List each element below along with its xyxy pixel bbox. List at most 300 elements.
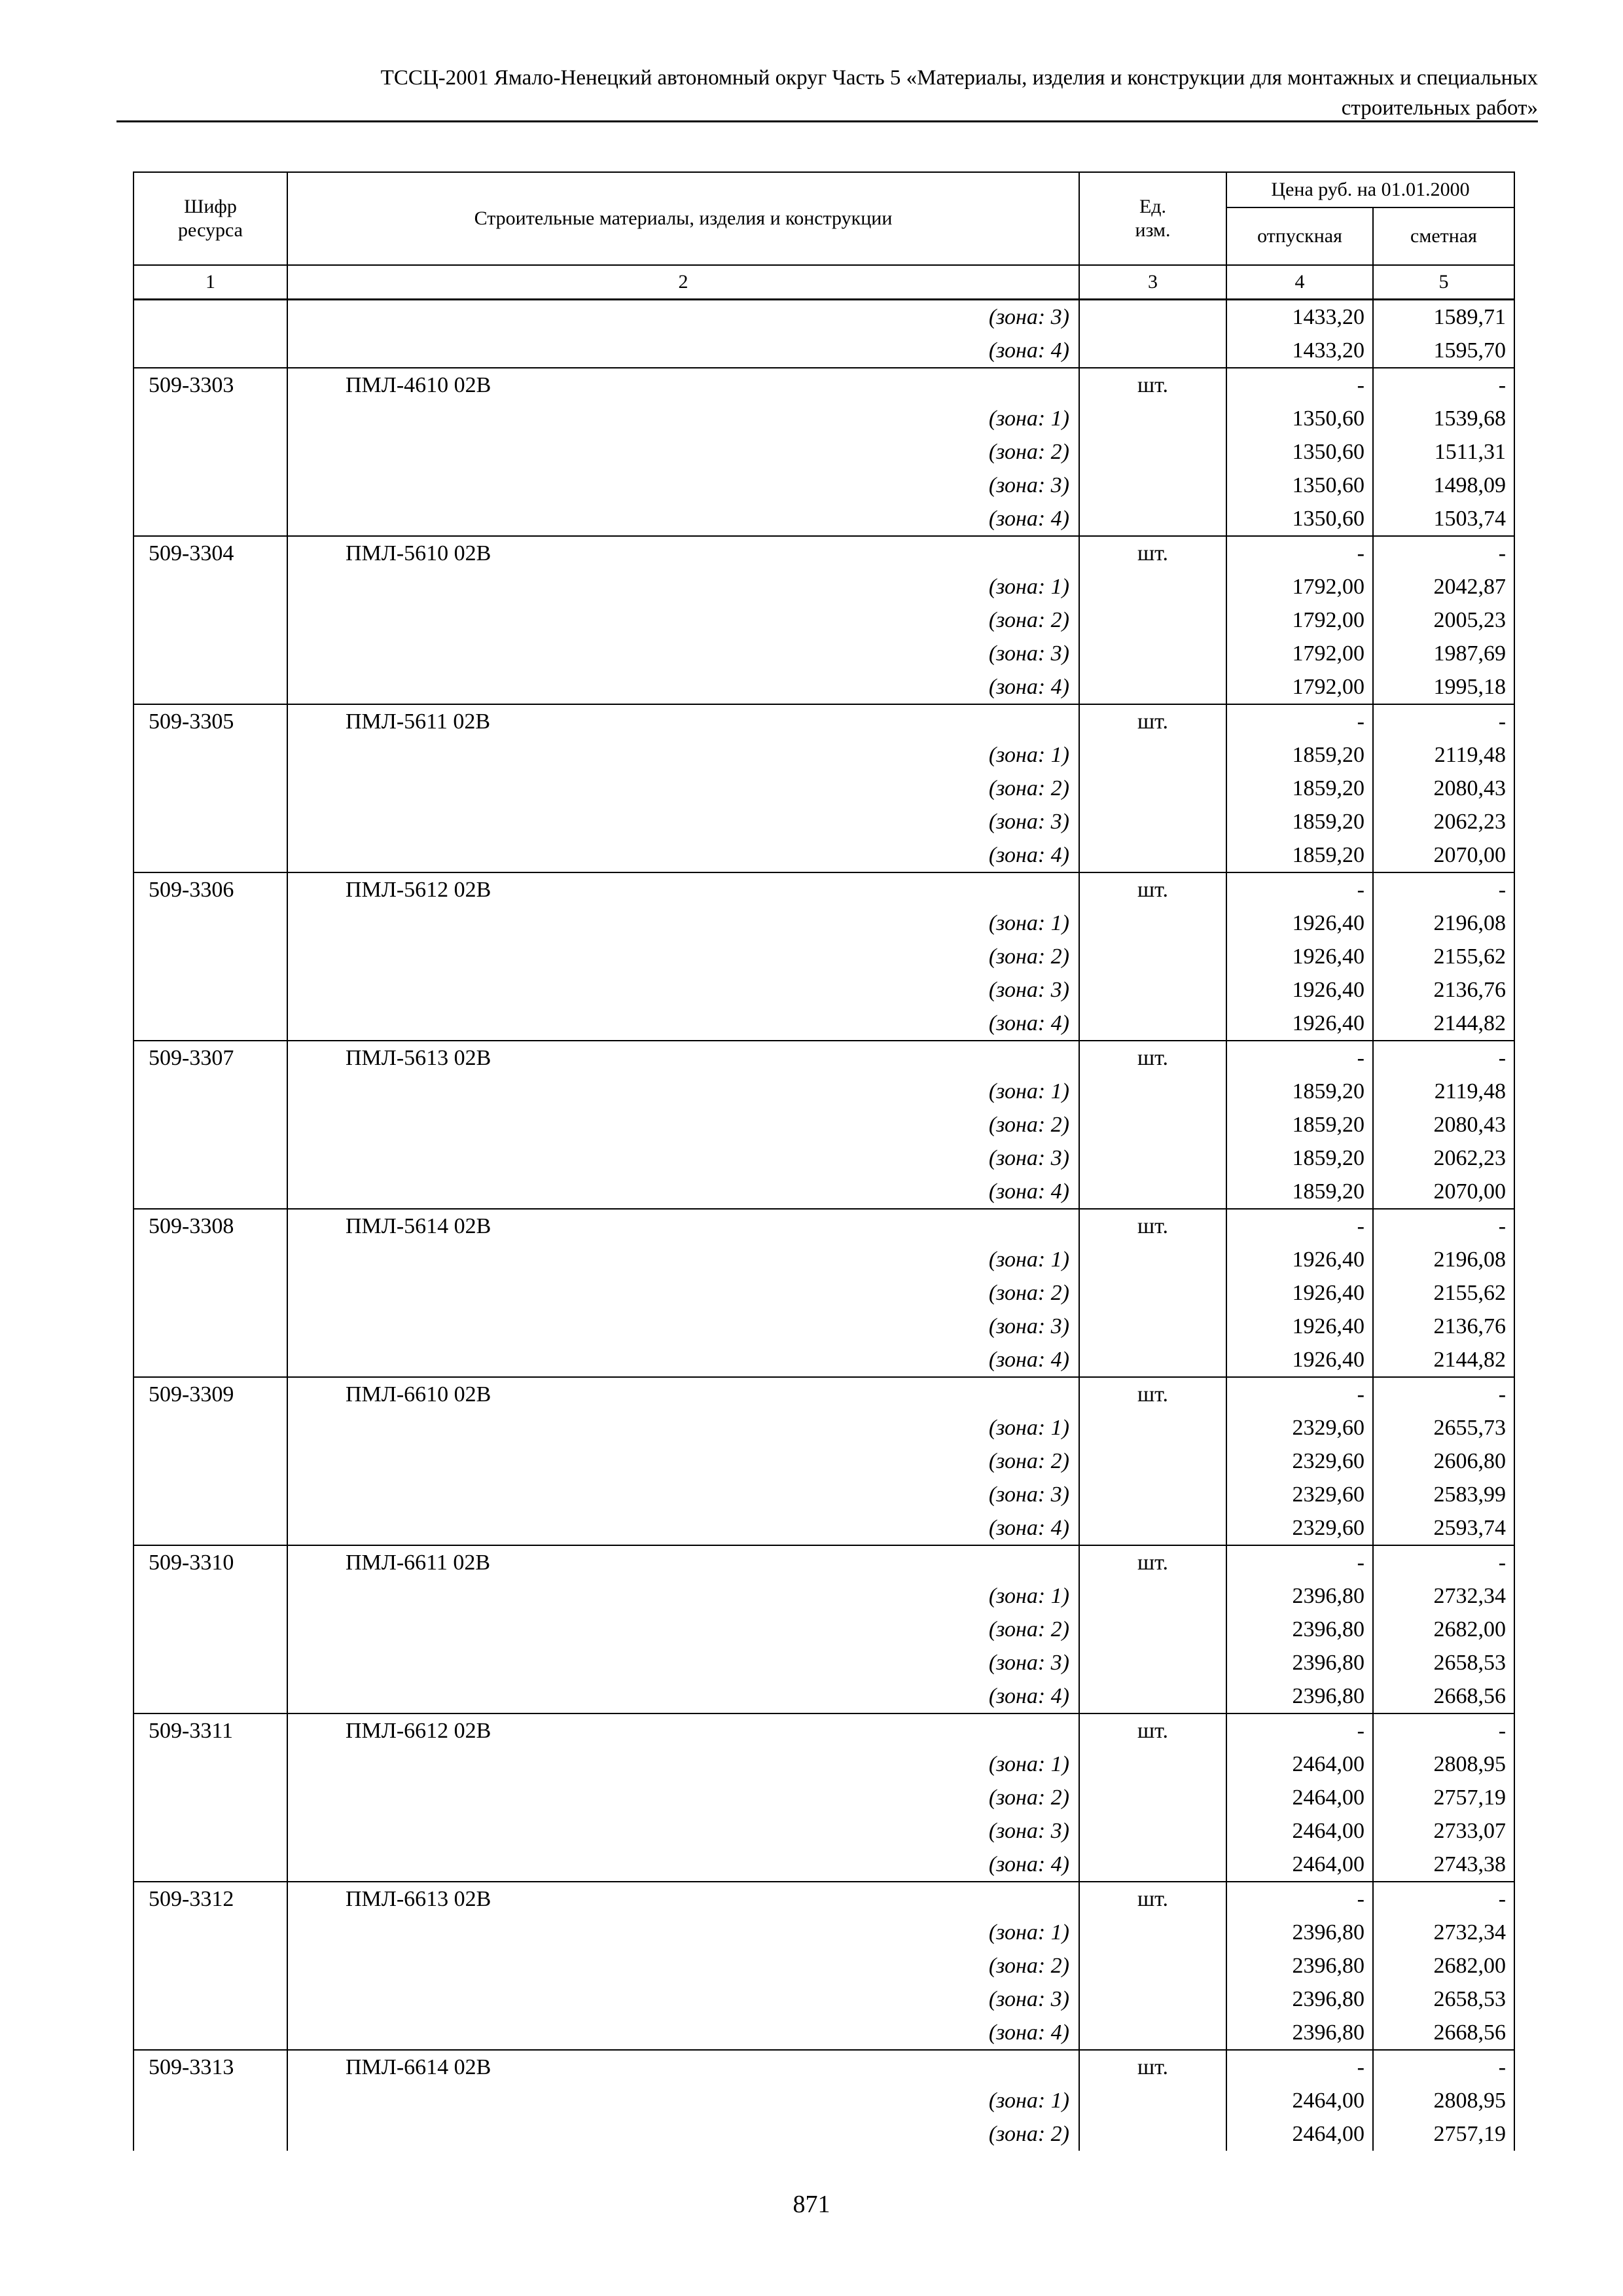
resource-code: 509-3308 (134, 1209, 287, 1243)
zone-label: (зона: 3) (287, 1814, 1079, 1848)
resource-code (134, 1444, 287, 1478)
table-row (134, 906, 1514, 940)
release-price: 2464,00 (1226, 1748, 1373, 1781)
unit (1079, 1310, 1226, 1343)
table-row (134, 637, 1514, 670)
release-price: 2329,60 (1226, 1511, 1373, 1545)
material-name: ПМЛ-5610 02В (287, 536, 1079, 570)
resource-code (134, 1343, 287, 1377)
release-price: 2396,80 (1226, 1646, 1373, 1679)
resource-code (134, 2117, 287, 2151)
release-price: 2396,80 (1226, 1949, 1373, 1982)
zone-label: (зона: 3) (287, 1982, 1079, 2016)
estimate-price: 2743,38 (1373, 1848, 1514, 1882)
release-price: 1792,00 (1226, 570, 1373, 603)
release-price: 1350,60 (1226, 502, 1373, 536)
release-price: 2396,80 (1226, 1982, 1373, 2016)
resource-code (134, 1411, 287, 1444)
col-number-1: 1 (134, 265, 287, 300)
estimate-price: 2808,95 (1373, 1748, 1514, 1781)
table-row (134, 1141, 1514, 1175)
running-header (116, 63, 1538, 123)
header-line-2: строительных работ» (1341, 96, 1538, 120)
release-price: 1859,20 (1226, 1075, 1373, 1108)
zone-label: (зона: 2) (287, 940, 1079, 973)
zone-label: (зона: 1) (287, 1748, 1079, 1781)
zone-label: (зона: 3) (287, 1310, 1079, 1343)
estimate-price: 2042,87 (1373, 570, 1514, 603)
resource-code (134, 1243, 287, 1276)
estimate-price: 1987,69 (1373, 637, 1514, 670)
zone-label: (зона: 4) (287, 334, 1079, 368)
table-row (134, 1982, 1514, 2016)
estimate-price: 2136,76 (1373, 1310, 1514, 1343)
release-price: 1926,40 (1226, 940, 1373, 973)
unit: шт. (1079, 2050, 1226, 2084)
estimate-price: 2757,19 (1373, 1781, 1514, 1814)
release-price: 1859,20 (1226, 738, 1373, 772)
resource-code (134, 670, 287, 704)
table-row (134, 704, 1514, 738)
release-price: 2396,80 (1226, 1916, 1373, 1949)
table-row (134, 1579, 1514, 1613)
estimate-price: - (1373, 2050, 1514, 2084)
col-number-4: 4 (1226, 265, 1373, 300)
estimate-price: - (1373, 1882, 1514, 1916)
table-row (134, 502, 1514, 536)
estimate-price: 2655,73 (1373, 1411, 1514, 1444)
unit (1079, 502, 1226, 536)
unit (1079, 334, 1226, 368)
release-price: - (1226, 536, 1373, 570)
estimate-price: 1511,31 (1373, 435, 1514, 469)
resource-code (134, 1276, 287, 1310)
table-row (134, 2016, 1514, 2050)
table-row (134, 1478, 1514, 1511)
table-row (134, 1343, 1514, 1377)
zone-label: (зона: 3) (287, 805, 1079, 838)
unit (1079, 838, 1226, 872)
table-row (134, 872, 1514, 906)
release-price: 2329,60 (1226, 1411, 1373, 1444)
release-price: 1433,20 (1226, 300, 1373, 334)
header-line-1: ТССЦ-2001 Ямало-Ненецкий автономный округ Часть 5 «Материалы, изделия и конструкции для монтажных и специальных (380, 66, 1538, 90)
release-price: 2329,60 (1226, 1444, 1373, 1478)
zone-label: (зона: 4) (287, 502, 1079, 536)
zone-label: (зона: 1) (287, 402, 1079, 435)
table-row (134, 1007, 1514, 1041)
col-header-code: Шифр ресурса (134, 172, 287, 265)
col-header-price-group: Цена руб. на 01.01.2000 (1226, 172, 1514, 207)
table-row (134, 603, 1514, 637)
release-price: 1350,60 (1226, 469, 1373, 502)
estimate-price: 2606,80 (1373, 1444, 1514, 1478)
zone-label: (зона: 4) (287, 2016, 1079, 2050)
zone-label: (зона: 2) (287, 435, 1079, 469)
estimate-price: - (1373, 368, 1514, 402)
release-price: 2464,00 (1226, 2117, 1373, 2151)
resource-code (134, 1848, 287, 1882)
table-row (134, 973, 1514, 1007)
zone-label: (зона: 4) (287, 838, 1079, 872)
unit (1079, 637, 1226, 670)
zone-label: (зона: 1) (287, 738, 1079, 772)
unit (1079, 300, 1226, 334)
unit (1079, 906, 1226, 940)
zone-label: (зона: 4) (287, 1679, 1079, 1713)
estimate-price: 2732,34 (1373, 1916, 1514, 1949)
page-number: 871 (793, 2191, 830, 2218)
table-row (134, 570, 1514, 603)
unit (1079, 1511, 1226, 1545)
resource-code (134, 1646, 287, 1679)
zone-label: (зона: 1) (287, 1243, 1079, 1276)
estimate-price: 2593,74 (1373, 1511, 1514, 1545)
zone-label: (зона: 1) (287, 2084, 1079, 2117)
release-price: - (1226, 1882, 1373, 1916)
resource-code (134, 2084, 287, 2117)
table-row (134, 1949, 1514, 1982)
release-price: 1859,20 (1226, 1108, 1373, 1141)
unit (1079, 973, 1226, 1007)
release-price: 1926,40 (1226, 1343, 1373, 1377)
table-row (134, 1209, 1514, 1243)
resource-code (134, 1478, 287, 1511)
material-name: ПМЛ-5611 02В (287, 704, 1079, 738)
estimate-price: 1503,74 (1373, 502, 1514, 536)
release-price: 1792,00 (1226, 603, 1373, 637)
unit: шт. (1079, 872, 1226, 906)
estimate-price: 2658,53 (1373, 1982, 1514, 2016)
table-row (134, 1848, 1514, 1882)
resource-code (134, 1579, 287, 1613)
resource-code (134, 805, 287, 838)
col-number-3: 3 (1079, 265, 1226, 300)
resource-code (134, 469, 287, 502)
zone-label: (зона: 2) (287, 1613, 1079, 1646)
table-row (134, 1377, 1514, 1411)
estimate-price: 2757,19 (1373, 2117, 1514, 2151)
zone-label: (зона: 2) (287, 772, 1079, 805)
table-row (134, 1108, 1514, 1141)
unit (1079, 940, 1226, 973)
release-price: 1926,40 (1226, 906, 1373, 940)
unit (1079, 1781, 1226, 1814)
table-row (134, 536, 1514, 570)
estimate-price: 1589,71 (1373, 300, 1514, 334)
release-price: 1792,00 (1226, 670, 1373, 704)
estimate-price: 2732,34 (1373, 1579, 1514, 1613)
estimate-price: 2062,23 (1373, 805, 1514, 838)
col-header-release: отпускная (1226, 207, 1373, 265)
table-row (134, 402, 1514, 435)
release-price: 2464,00 (1226, 2084, 1373, 2117)
release-price: 2464,00 (1226, 1814, 1373, 1848)
header-rule (116, 120, 1538, 122)
release-price: - (1226, 2050, 1373, 2084)
table-row (134, 772, 1514, 805)
table-row (134, 1444, 1514, 1478)
estimate-price: 2196,08 (1373, 1243, 1514, 1276)
release-price: 1859,20 (1226, 838, 1373, 872)
estimate-price: 2196,08 (1373, 906, 1514, 940)
release-price: - (1226, 1377, 1373, 1411)
resource-code (134, 2016, 287, 2050)
estimate-price: 2144,82 (1373, 1007, 1514, 1041)
resource-code (134, 940, 287, 973)
unit: шт. (1079, 1041, 1226, 1075)
table-row (134, 1310, 1514, 1343)
table-row (134, 2117, 1514, 2151)
zone-label: (зона: 1) (287, 1579, 1079, 1613)
resource-code: 509-3311 (134, 1713, 287, 1748)
table-row (134, 1545, 1514, 1579)
release-price: 1350,60 (1226, 402, 1373, 435)
release-price: - (1226, 368, 1373, 402)
col-header-estimate: сметная (1373, 207, 1514, 265)
release-price: 2396,80 (1226, 1613, 1373, 1646)
unit: шт. (1079, 1209, 1226, 1243)
resource-code (134, 1748, 287, 1781)
unit: шт. (1079, 1882, 1226, 1916)
unit (1079, 1243, 1226, 1276)
estimate-price: 2080,43 (1373, 772, 1514, 805)
table-row (134, 1243, 1514, 1276)
unit (1079, 1814, 1226, 1848)
zone-label: (зона: 4) (287, 1848, 1079, 1882)
col-header-unit: Ед. изм. (1079, 172, 1226, 265)
release-price: 1859,20 (1226, 1141, 1373, 1175)
table-row (134, 805, 1514, 838)
unit (1079, 805, 1226, 838)
zone-label: (зона: 2) (287, 603, 1079, 637)
table-row (134, 1613, 1514, 1646)
unit (1079, 1108, 1226, 1141)
zone-label: (зона: 3) (287, 300, 1079, 334)
estimate-price: 2808,95 (1373, 2084, 1514, 2117)
table-row (134, 1276, 1514, 1310)
resource-code (134, 637, 287, 670)
release-price: - (1226, 704, 1373, 738)
resource-code: 509-3304 (134, 536, 287, 570)
unit (1079, 2084, 1226, 2117)
estimate-price: - (1373, 1545, 1514, 1579)
zone-label: (зона: 3) (287, 1646, 1079, 1679)
table-row (134, 2050, 1514, 2084)
table-row (134, 1175, 1514, 1209)
table-row (134, 334, 1514, 368)
zone-label: (зона: 2) (287, 2117, 1079, 2151)
estimate-price: 1995,18 (1373, 670, 1514, 704)
estimate-price: 2062,23 (1373, 1141, 1514, 1175)
zone-label: (зона: 1) (287, 1075, 1079, 1108)
zone-label: (зона: 2) (287, 1444, 1079, 1478)
unit (1079, 1444, 1226, 1478)
resource-code: 509-3306 (134, 872, 287, 906)
unit (1079, 1579, 1226, 1613)
release-price: 1792,00 (1226, 637, 1373, 670)
unit: шт. (1079, 1713, 1226, 1748)
resource-code (134, 1108, 287, 1141)
unit (1079, 1982, 1226, 2016)
estimate-price: 1539,68 (1373, 402, 1514, 435)
release-price: 1926,40 (1226, 1276, 1373, 1310)
estimate-price: 2005,23 (1373, 603, 1514, 637)
zone-label: (зона: 3) (287, 1141, 1079, 1175)
zone-label: (зона: 1) (287, 570, 1079, 603)
unit (1079, 1679, 1226, 1713)
material-name: ПМЛ-6612 02В (287, 1713, 1079, 1748)
table-row (134, 1748, 1514, 1781)
unit (1079, 1916, 1226, 1949)
release-price: 1859,20 (1226, 805, 1373, 838)
resource-code (134, 738, 287, 772)
unit (1079, 603, 1226, 637)
zone-label: (зона: 3) (287, 973, 1079, 1007)
estimate-price: - (1373, 1713, 1514, 1748)
table-row (134, 738, 1514, 772)
release-price: 2464,00 (1226, 1781, 1373, 1814)
zone-label: (зона: 3) (287, 469, 1079, 502)
resource-code (134, 603, 287, 637)
zone-label: (зона: 1) (287, 906, 1079, 940)
zone-label: (зона: 2) (287, 1949, 1079, 1982)
price-table (133, 171, 1515, 2151)
estimate-price: 2668,56 (1373, 1679, 1514, 1713)
table-row (134, 1511, 1514, 1545)
release-price: 2396,80 (1226, 1679, 1373, 1713)
unit (1079, 1949, 1226, 1982)
resource-code (134, 1781, 287, 1814)
estimate-price: 2070,00 (1373, 838, 1514, 872)
resource-code: 509-3312 (134, 1882, 287, 1916)
estimate-price: - (1373, 1209, 1514, 1243)
unit (1079, 1141, 1226, 1175)
release-price: 1859,20 (1226, 1175, 1373, 1209)
release-price: - (1226, 1209, 1373, 1243)
zone-label: (зона: 3) (287, 637, 1079, 670)
table-row (134, 469, 1514, 502)
unit (1079, 1613, 1226, 1646)
table-row (134, 435, 1514, 469)
release-price: 2329,60 (1226, 1478, 1373, 1511)
zone-label: (зона: 4) (287, 1343, 1079, 1377)
table-row (134, 1411, 1514, 1444)
estimate-price: 2080,43 (1373, 1108, 1514, 1141)
estimate-price: 2136,76 (1373, 973, 1514, 1007)
resource-code: 509-3303 (134, 368, 287, 402)
zone-label: (зона: 2) (287, 1108, 1079, 1141)
estimate-price: 2155,62 (1373, 940, 1514, 973)
unit (1079, 469, 1226, 502)
resource-code (134, 973, 287, 1007)
resource-code (134, 1916, 287, 1949)
table-row (134, 1679, 1514, 1713)
estimate-price: 2144,82 (1373, 1343, 1514, 1377)
zone-label: (зона: 4) (287, 1175, 1079, 1209)
zone-label: (зона: 4) (287, 1007, 1079, 1041)
zone-label: (зона: 2) (287, 1781, 1079, 1814)
resource-code: 509-3309 (134, 1377, 287, 1411)
col-number-2: 2 (287, 265, 1079, 300)
release-price: - (1226, 1041, 1373, 1075)
material-name: ПМЛ-5612 02В (287, 872, 1079, 906)
unit (1079, 1075, 1226, 1108)
release-price: 1926,40 (1226, 1310, 1373, 1343)
estimate-price: 2070,00 (1373, 1175, 1514, 1209)
release-price: 2396,80 (1226, 1579, 1373, 1613)
resource-code (134, 402, 287, 435)
estimate-price: - (1373, 704, 1514, 738)
resource-code (134, 435, 287, 469)
estimate-price: 2733,07 (1373, 1814, 1514, 1848)
release-price: - (1226, 1713, 1373, 1748)
col-number-5: 5 (1373, 265, 1514, 300)
resource-code (134, 1679, 287, 1713)
table-row (134, 940, 1514, 973)
estimate-price: 2119,48 (1373, 738, 1514, 772)
unit (1079, 402, 1226, 435)
release-price: 1433,20 (1226, 334, 1373, 368)
unit: шт. (1079, 1545, 1226, 1579)
material-name: ПМЛ-4610 02В (287, 368, 1079, 402)
estimate-price: 2155,62 (1373, 1276, 1514, 1310)
table-row (134, 1814, 1514, 1848)
material-name: ПМЛ-6610 02В (287, 1377, 1079, 1411)
release-price: 2464,00 (1226, 1848, 1373, 1882)
table-row (134, 1646, 1514, 1679)
unit (1079, 570, 1226, 603)
table-row (134, 300, 1514, 334)
table-row (134, 1916, 1514, 1949)
unit (1079, 772, 1226, 805)
resource-code (134, 838, 287, 872)
unit (1079, 1646, 1226, 1679)
zone-label: (зона: 3) (287, 1478, 1079, 1511)
resource-code (134, 1141, 287, 1175)
unit (1079, 1478, 1226, 1511)
unit (1079, 1276, 1226, 1310)
estimate-price: 1498,09 (1373, 469, 1514, 502)
release-price: 1859,20 (1226, 772, 1373, 805)
resource-code (134, 570, 287, 603)
unit (1079, 1343, 1226, 1377)
table-row (134, 2084, 1514, 2117)
resource-code (134, 1613, 287, 1646)
estimate-price: - (1373, 536, 1514, 570)
unit: шт. (1079, 536, 1226, 570)
resource-code: 509-3310 (134, 1545, 287, 1579)
estimate-price: 2682,00 (1373, 1613, 1514, 1646)
unit (1079, 1748, 1226, 1781)
zone-label: (зона: 4) (287, 1511, 1079, 1545)
release-price: - (1226, 1545, 1373, 1579)
resource-code: 509-3307 (134, 1041, 287, 1075)
col-header-name: Строительные материалы, изделия и конструкции (287, 172, 1079, 265)
unit: шт. (1079, 704, 1226, 738)
zone-label: (зона: 2) (287, 1276, 1079, 1310)
unit (1079, 1007, 1226, 1041)
resource-code (134, 1075, 287, 1108)
table-row (134, 368, 1514, 402)
resource-code (134, 1007, 287, 1041)
release-price: 1350,60 (1226, 435, 1373, 469)
resource-code (134, 1310, 287, 1343)
estimate-price: 2583,99 (1373, 1478, 1514, 1511)
resource-code (134, 334, 287, 368)
unit (1079, 1175, 1226, 1209)
unit (1079, 2117, 1226, 2151)
